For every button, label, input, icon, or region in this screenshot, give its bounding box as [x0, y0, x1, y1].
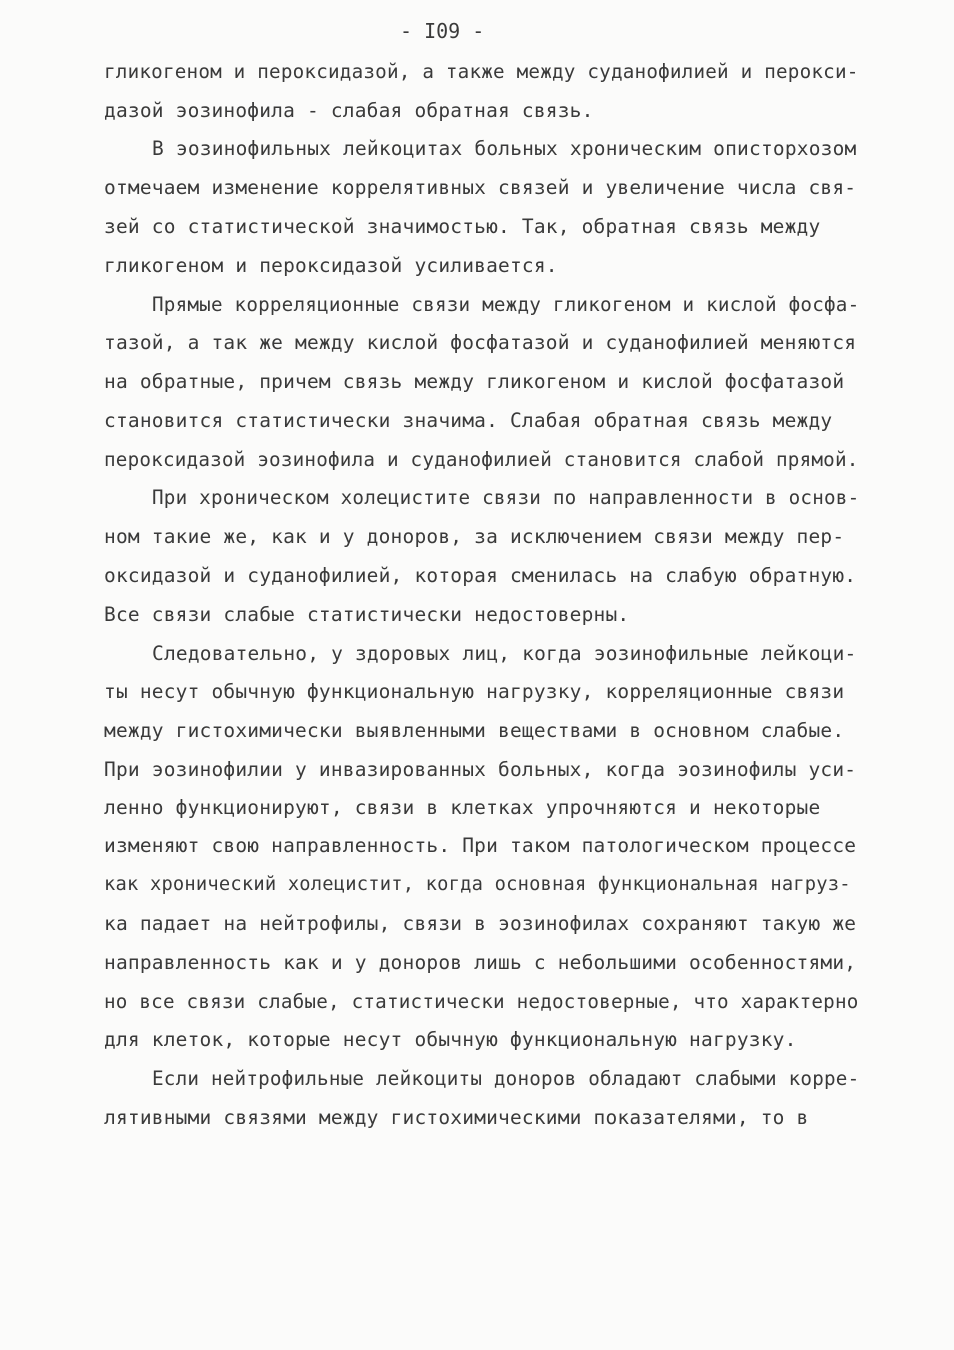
text-line: зей со статистической значимостью. Так, обратная связь между — [104, 215, 821, 238]
text-line: гликогеном и пероксидазой усиливается. — [104, 254, 558, 277]
page-number: - I09 - — [400, 19, 485, 43]
text-line: При хроническом холецистите связи по направленности в основ- — [152, 486, 860, 509]
text-line: лятивными связями между гистохимическими показателями, то в — [104, 1106, 809, 1129]
text-line: Все связи слабые статистически недостоверны. — [104, 603, 630, 626]
text-line: направленность как и у доноров лишь с небольшими особенностями, — [104, 951, 857, 974]
text-line: оксидазой и суданофилией, которая сменилась на слабую обратную. — [104, 564, 857, 587]
text-line: Если нейтрофильные лейкоциты доноров обладают слабыми корре- — [152, 1067, 860, 1090]
text-line: ленно функционируют, связи в клетках упрочняются и некоторые — [104, 796, 821, 819]
text-line: тазой, а так же между кислой фосфатазой и суданофилией меняются — [104, 331, 857, 354]
text-line: как хронический холецистит, когда основная функциональная нагруз- — [104, 874, 851, 895]
text-line: ном такие же, как и у доноров, за исключением связи между пер- — [104, 525, 845, 548]
text-line: ты несут обычную функциональную нагрузку, корреляционные связи — [104, 680, 845, 703]
text-line: изменяют свою направленность. При таком патологическом процессе — [104, 834, 857, 857]
text-line: становится статистически значима. Слабая обратная связь между — [104, 409, 833, 432]
text-line: пероксидазой эозинофила и суданофилией становится слабой прямой. — [104, 448, 859, 471]
text-line: на обратные, причем связь между гликогеном и кислой фосфатазой — [104, 370, 845, 393]
text-line: Прямые корреляционные связи между гликогеном и кислой фосфа- — [152, 293, 860, 316]
text-line: При эозинофилии у инвазированных больных, когда эозинофилы уси- — [104, 758, 857, 781]
text-line: между гистохимически выявленными веществами в основном слабые. — [104, 719, 845, 742]
text-line: дазой эозинофила - слабая обратная связь. — [104, 99, 594, 122]
text-line: В эозинофильных лейкоцитах больных хроническим описторхозом — [152, 137, 857, 160]
text-line: Следовательно, у здоровых лиц, когда эозинофильные лейкоци- — [152, 642, 857, 665]
text-line: но все связи слабые, статистически недостоверные, что характерно — [104, 990, 859, 1013]
text-line: отмечаем изменение коррелятивных связей и увеличение числа свя- — [104, 176, 857, 199]
text-line: для клеток, которые несут обычную функциональную нагрузку. — [104, 1028, 797, 1051]
text-line: гликогеном и пероксидазой, а также между суданофилией и перокси- — [104, 60, 859, 83]
text-line: ка падает на нейтрофилы, связи в эозинофилах сохраняют такую же — [104, 912, 857, 935]
